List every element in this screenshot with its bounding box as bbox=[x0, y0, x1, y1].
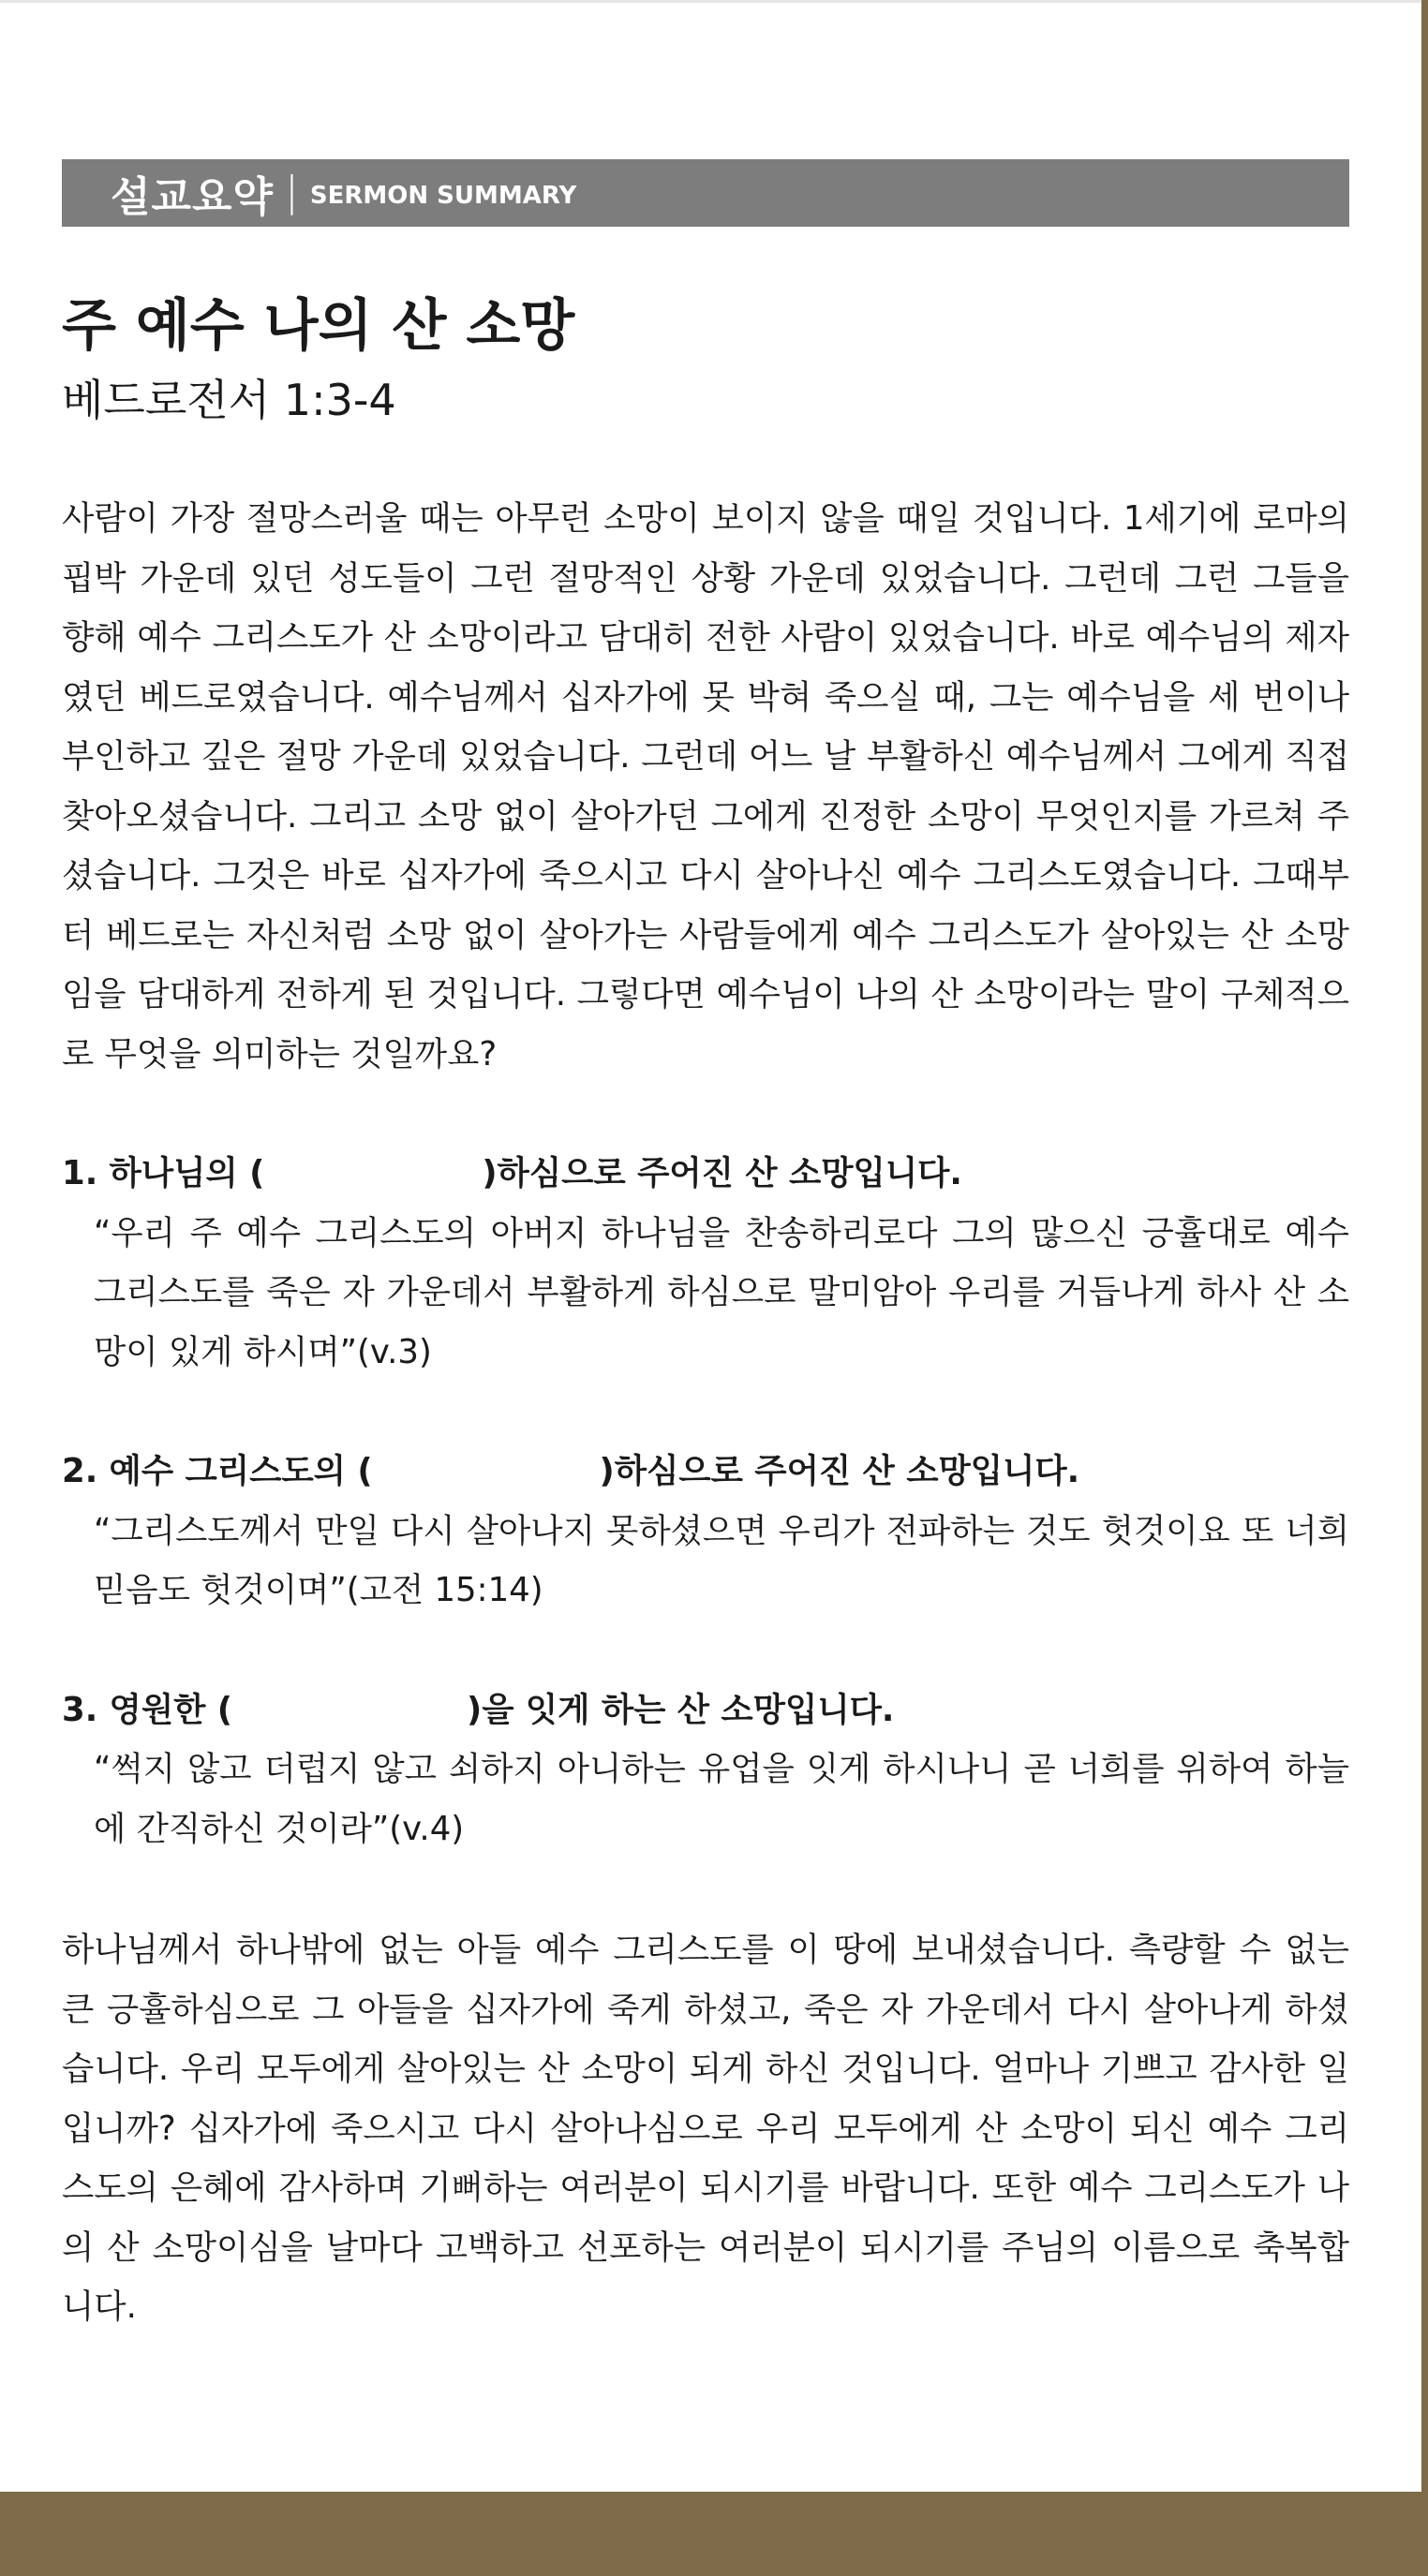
point-heading-prefix: 1. 하나님의 ( bbox=[62, 1154, 265, 1192]
header-title-english: SERMON SUMMARY bbox=[309, 182, 577, 210]
point-heading-suffix: )하심으로 주어진 산 소망입니다. bbox=[482, 1154, 962, 1192]
point-heading bbox=[62, 1680, 1349, 1740]
point-heading-suffix: )하심으로 주어진 산 소망입니다. bbox=[599, 1452, 1080, 1490]
sermon-summary-page bbox=[62, 159, 1349, 2337]
top-divider bbox=[0, 0, 1428, 3]
footer-band bbox=[0, 2492, 1428, 2576]
scripture-quote: “우리 주 예수 그리스도의 아버지 하나님을 찬송하리로다 그의 많으신 긍휼대로 예수 그리스도를 죽은 자 가운데서 부활하게 하심으로 말미암아 우리를 거듭나게 하사 산 소망이 있게 하시며”(v.3) bbox=[94, 1213, 1349, 1371]
point-2 bbox=[62, 1442, 1349, 1621]
point-heading-suffix: )을 잇게 하는 산 소망입니다. bbox=[467, 1690, 895, 1729]
intro-paragraph: 사람이 가장 절망스러울 때는 아무런 소망이 보이지 않을 때일 것입니다. 1세기에 로마의 핍박 가운데 있던 성도들이 그런 절망적인 상황 가운데 있었습니다. 그런데 그런 그들을 향해 예수 그리스도가 산 소망이라고 담대히 전한 사람이 있었습니다. 바로 예수님의 제자였던 베드로였습니다. 예수님께서 십자가에 못 박혀 죽으실 때, 그는 예수님을 세 번이나 부인하고 깊은 절망 가운데 있었습니다. 그런데 어느 날 부활하신 예수님께서 그에게 직접 찾아오셨습니다. 그리고 소망 없이 살아가던 그에게 진정한 소망이 무엇인지를 가르쳐 주셨습니다. 그것은 바로 십자가에 죽으시고 다시 살아나신 예수 그리스도였습니다. 그때부터 베드로는 자신처럼 소망 없이 살아가는 사람들에게 예수 그리스도가 살아있는 산 소망임을 담대하게 전하게 된 것입니다. 그렇다면 예수님이 나의 산 소망이라는 말이 구체적으로 무엇을 의미하는 것일까요? bbox=[62, 499, 1349, 1073]
point-1 bbox=[62, 1144, 1349, 1382]
scripture-quote: “그리스도께서 만일 다시 살아나지 못하셨으면 우리가 전파하는 것도 헛것이요 또 너희 믿음도 헛것이며”(고전 15:14) bbox=[94, 1511, 1349, 1609]
conclusion-paragraph: 하나님께서 하나밖에 없는 아들 예수 그리스도를 이 땅에 보내셨습니다. 측량할 수 없는 큰 긍휼하심으로 그 아들을 십자가에 죽게 하셨고, 죽은 자 가운데서 다시 살아나게 하셨습니다. 우리 모두에게 살아있는 산 소망이 되게 하신 것입니다. 얼마나 기쁘고 감사한 일입니까? 십자가에 죽으시고 다시 살아나심으로 우리 모두에게 산 소망이 되신 예수 그리스도의 은혜에 감사하며 기뻐하는 여러분이 되시기를 바랍니다. 또한 예수 그리스도가 나의 산 소망이심을 날마다 고백하고 선포하는 여러분이 되시기를 주님의 이름으로 축복합니다. bbox=[62, 1931, 1349, 2326]
point-heading-prefix: 2. 예수 그리스도의 ( bbox=[62, 1452, 373, 1490]
point-heading bbox=[62, 1442, 1349, 1502]
section-header-bar bbox=[62, 159, 1349, 227]
point-3 bbox=[62, 1680, 1349, 1859]
right-border bbox=[1421, 0, 1428, 2492]
point-heading bbox=[62, 1144, 1349, 1204]
scripture-reference: 베드로전서 1:3-4 bbox=[62, 375, 396, 425]
sermon-title: 주 예수 나의 산 소망 bbox=[62, 293, 575, 359]
header-separator: | bbox=[285, 167, 299, 215]
header-title-korean: 설교요약 bbox=[111, 173, 275, 221]
point-heading-prefix: 3. 영원한 ( bbox=[62, 1690, 233, 1729]
scripture-quote: “썩지 않고 더럽지 않고 쇠하지 아니하는 유업을 잇게 하시나니 곧 너희를 위하여 하늘에 간직하신 것이라”(v.4) bbox=[94, 1750, 1349, 1848]
